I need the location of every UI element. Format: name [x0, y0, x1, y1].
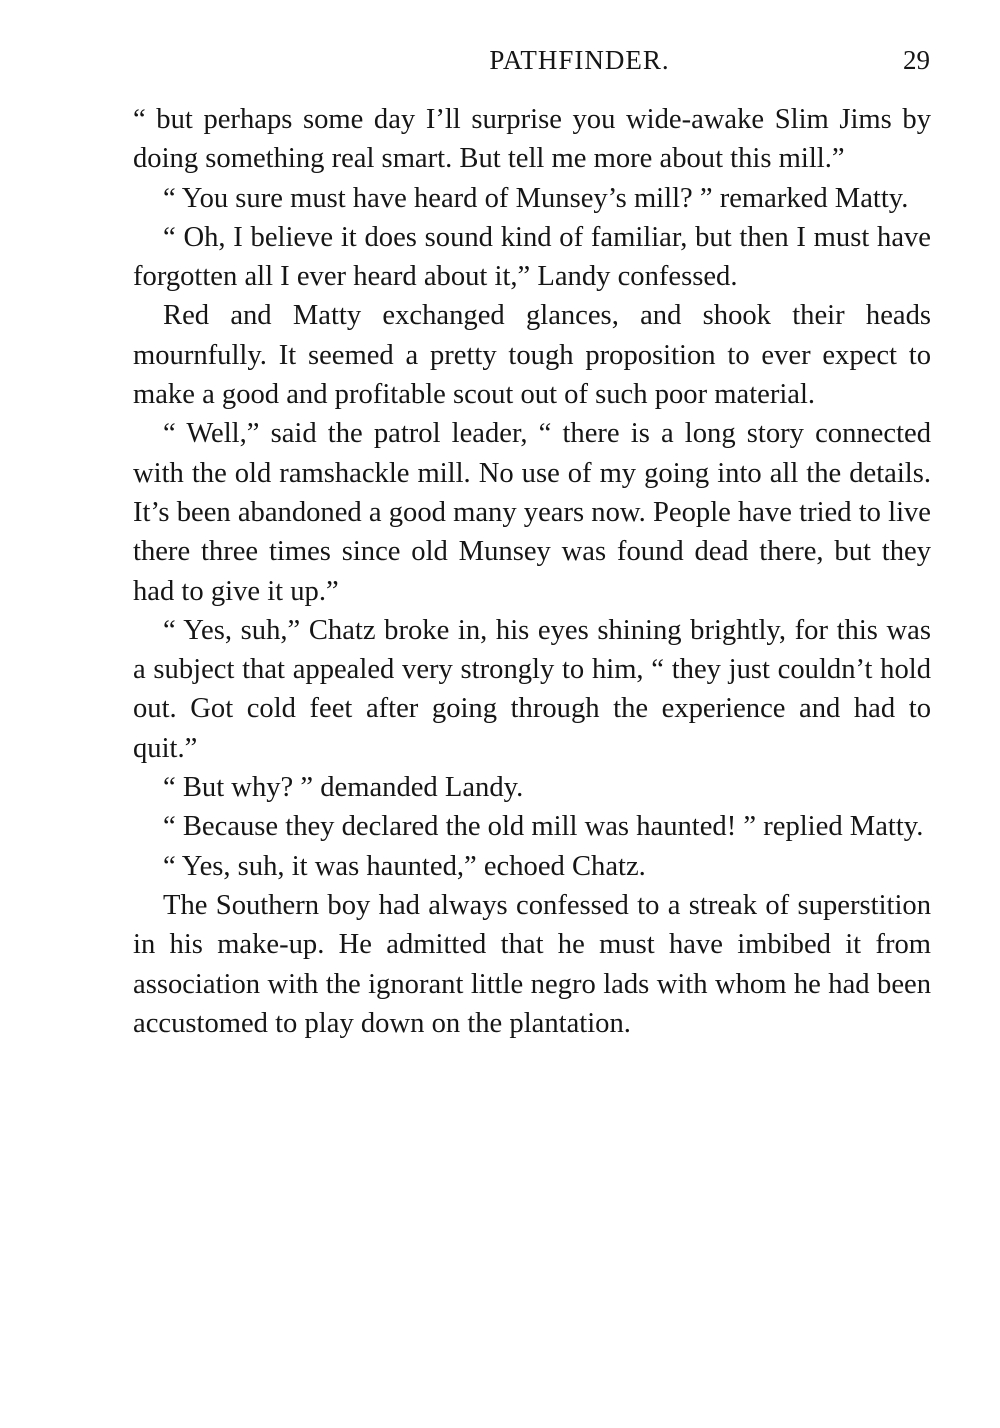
paragraph: “ Because they declared the old mill was haunted! ” replied Matty.: [163, 811, 924, 843]
paragraph: “ Yes, suh,” Chatz broke in, his eyes shining brightly, for this was a subject that appealed very strongly to him, “ they just couldn’t hold out. Got cold feet after going through the experience and had to quit.”: [133, 614, 931, 764]
running-head: [133, 40, 930, 80]
paragraph: The Southern boy had always confessed to a streak of superstition in his make-up. He admitted that he must have imbibed it from association with the ignorant little negro lads with whom he had been accustomed to play down on the plantation.: [133, 889, 931, 1039]
paragraph: “ You sure must have heard of Munsey’s mill? ” remarked Matty.: [163, 182, 909, 214]
paragraph: “ Oh, I believe it does sound kind of familiar, but then I must have forgotten all I ever heard about it,” Landy confessed.: [133, 221, 931, 293]
paragraph: “ Yes, suh, it was haunted,” echoed Chatz.: [163, 850, 646, 882]
running-title: PATHFINDER.: [489, 45, 670, 75]
paragraph-continuation: “ but perhaps some day I’ll surprise you wide-awake Slim Jims by doing something real smart. But tell me more about this mill.”: [133, 104, 931, 175]
page-number: 29: [903, 45, 930, 75]
paragraph: “ But why? ” demanded Landy.: [163, 772, 524, 804]
body-text: [133, 100, 931, 1043]
paragraph: “ Well,” said the patrol leader, “ there is a long story connected with the old ramshackle mill. No use of my going into all the details. It’s been abandoned a good many years now. People have tried to live there three times since old Munsey was found dead there, but they had to give it up.”: [133, 418, 931, 607]
paragraph: Red and Matty exchanged glances, and shook their heads mournfully. It seemed a pretty tough proposition to ever expect to make a good and profitable scout out of such poor material.: [133, 300, 931, 411]
